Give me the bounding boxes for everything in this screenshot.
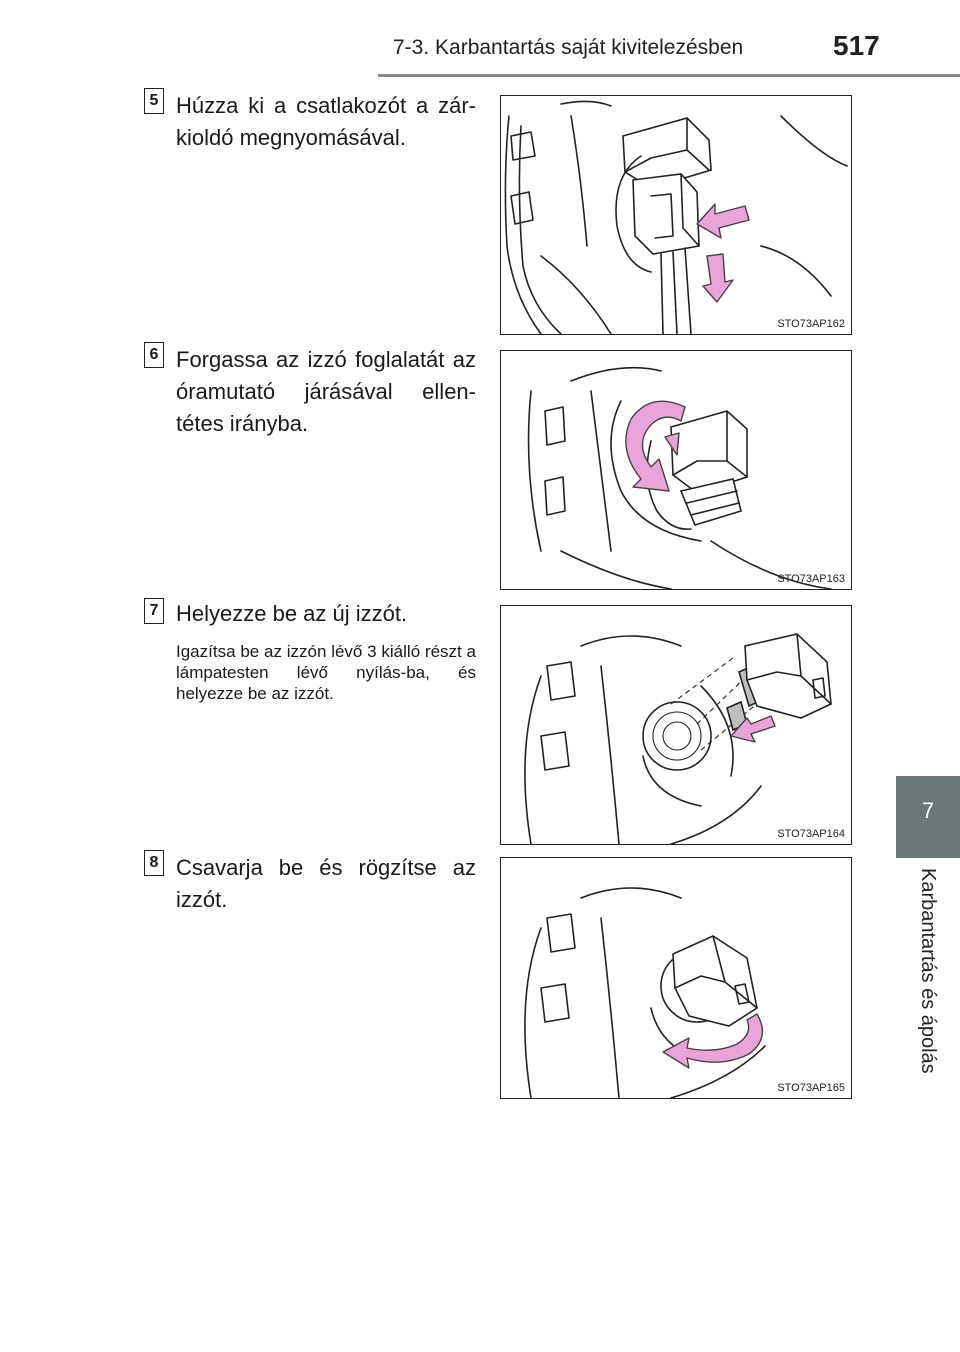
chapter-number: 7 — [921, 798, 935, 823]
section-title: 7-3. Karbantartás saját kivitelezésben — [393, 36, 744, 59]
connector-unplug-illustration — [501, 96, 852, 335]
step-5-figure — [500, 95, 852, 335]
step-7-figure-code: STO73AP164 — [777, 828, 845, 840]
socket-rotate-illustration — [501, 351, 852, 590]
chapter-title: Karbantartás és ápolás — [917, 868, 939, 1074]
chapter-tab — [896, 776, 960, 858]
step-6-badge: 6 — [144, 342, 164, 368]
step-6-figure — [500, 350, 852, 590]
header-rule — [378, 74, 960, 77]
step-5-figure-code: STO73AP162 — [777, 318, 845, 330]
step-5-badge: 5 — [144, 88, 164, 114]
chapter-title-vertical — [916, 868, 938, 1090]
page-number: 517 — [833, 30, 880, 61]
step-8-figure — [500, 857, 852, 1099]
step-8-badge: 8 — [144, 850, 164, 876]
step-8-text: Csavarja be és rögzítse az izzót. — [176, 855, 476, 912]
step-5-text: Húzza ki a csatlakozót a zár-kioldó megnyomásával. — [176, 93, 476, 150]
step-6-text: Forgassa az izzó foglalatát az óramutató járásával ellen-tétes irányba. — [176, 347, 476, 436]
bulb-lock-illustration — [501, 858, 852, 1099]
step-7-badge: 7 — [144, 598, 164, 624]
step-8-figure-code: STO73AP165 — [777, 1082, 845, 1094]
step-7-note: Igazítsa be az izzón lévő 3 kiálló részt a lámpatesten lévő nyílás-ba, és helyezze be az izzót. — [176, 642, 476, 703]
step-6-figure-code: STO73AP163 — [777, 573, 845, 585]
step-7-figure — [500, 605, 852, 845]
step-7-text: Helyezze be az új izzót. — [176, 601, 408, 626]
bulb-insert-illustration — [501, 606, 852, 845]
